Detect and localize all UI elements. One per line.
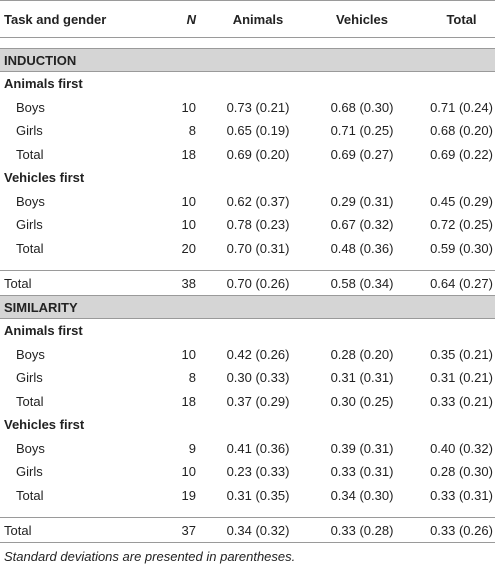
table-row <box>0 143 495 167</box>
header-n: N <box>144 1 206 38</box>
table-row <box>0 119 495 143</box>
row-label: Girls <box>16 123 43 139</box>
group-induction-vehicles-first <box>0 166 495 190</box>
cell-animals: 0.69 (0.20) <box>226 146 290 162</box>
cell-animals: 0.73 (0.21) <box>226 99 290 115</box>
cell-total: 0.69 (0.22) <box>430 146 493 162</box>
spacer-row <box>0 507 495 518</box>
similarity-total-row <box>0 518 495 543</box>
cell-total: 0.35 (0.21) <box>430 346 493 362</box>
table-row <box>0 190 495 214</box>
cell-animals: 0.37 (0.29) <box>226 393 290 409</box>
cell-animals: 0.70 (0.26) <box>206 271 310 296</box>
cell-vehicles: 0.31 (0.31) <box>330 370 394 386</box>
cell-total: 0.68 (0.20) <box>430 123 493 139</box>
cell-vehicles: 0.28 (0.20) <box>330 346 394 362</box>
cell-n: 37 <box>144 518 206 543</box>
row-label: Total <box>16 487 44 503</box>
footnote: Standard deviations are presented in parentheses. <box>4 548 296 564</box>
footnote-row <box>0 543 495 570</box>
cell-animals: 0.23 (0.33) <box>226 464 290 480</box>
table-row <box>0 366 495 390</box>
cell-vehicles: 0.33 (0.28) <box>310 518 414 543</box>
cell-n: 8 <box>188 370 196 386</box>
row-label: Girls <box>16 464 43 480</box>
row-label: Total <box>16 146 44 162</box>
row-label: Boys <box>16 99 45 115</box>
table-row <box>0 343 495 367</box>
cell-n: 8 <box>188 123 196 139</box>
table-row <box>0 460 495 484</box>
header-total: Total <box>414 1 495 38</box>
cell-vehicles: 0.30 (0.25) <box>330 393 394 409</box>
cell-n: 38 <box>144 271 206 296</box>
header-task-gender: Task and gender <box>0 1 144 38</box>
cell-n: 10 <box>181 464 196 480</box>
cell-total: 0.64 (0.27) <box>414 271 495 296</box>
cell-vehicles: 0.67 (0.32) <box>330 217 394 233</box>
cell-vehicles: 0.71 (0.25) <box>330 123 394 139</box>
header-animals: Animals <box>206 1 310 38</box>
row-label: Boys <box>16 346 45 362</box>
header-vehicles: Vehicles <box>310 1 414 38</box>
table-row <box>0 484 495 508</box>
cell-animals: 0.41 (0.36) <box>226 440 290 456</box>
cell-n: 18 <box>181 146 196 162</box>
spacer-row <box>0 260 495 271</box>
cell-animals: 0.31 (0.35) <box>226 487 290 503</box>
row-label: Girls <box>16 217 43 233</box>
row-label: Boys <box>16 193 45 209</box>
cell-n: 10 <box>181 99 196 115</box>
cell-vehicles: 0.69 (0.27) <box>330 146 394 162</box>
cell-animals: 0.65 (0.19) <box>226 123 290 139</box>
cell-vehicles: 0.34 (0.30) <box>330 487 394 503</box>
row-label: Total <box>16 393 44 409</box>
group-similarity-animals-first <box>0 319 495 343</box>
cell-total: 0.31 (0.21) <box>430 370 493 386</box>
row-label: Total <box>16 240 44 256</box>
section-title: INDUCTION <box>0 49 495 72</box>
cell-vehicles: 0.29 (0.31) <box>330 193 394 209</box>
table-row <box>0 237 495 261</box>
row-label: Total <box>0 271 144 296</box>
group-title: Vehicles first <box>4 417 85 433</box>
cell-total: 0.33 (0.21) <box>430 393 493 409</box>
cell-n: 10 <box>181 217 196 233</box>
cell-animals: 0.62 (0.37) <box>226 193 290 209</box>
cell-vehicles: 0.68 (0.30) <box>330 99 394 115</box>
spacer-row <box>0 38 495 49</box>
cell-total: 0.33 (0.26) <box>414 518 495 543</box>
table-row <box>0 96 495 120</box>
cell-animals: 0.42 (0.26) <box>226 346 290 362</box>
cell-vehicles: 0.39 (0.31) <box>330 440 394 456</box>
cell-n: 9 <box>188 440 196 456</box>
cell-total: 0.28 (0.30) <box>430 464 493 480</box>
cell-vehicles: 0.48 (0.36) <box>330 240 394 256</box>
cell-total: 0.45 (0.29) <box>430 193 493 209</box>
cell-vehicles: 0.58 (0.34) <box>310 271 414 296</box>
cell-n: 18 <box>181 393 196 409</box>
section-induction <box>0 49 495 72</box>
cell-animals: 0.34 (0.32) <box>206 518 310 543</box>
header-row <box>0 1 495 38</box>
cell-total: 0.71 (0.24) <box>430 99 493 115</box>
cell-animals: 0.30 (0.33) <box>226 370 290 386</box>
cell-total: 0.72 (0.25) <box>430 217 493 233</box>
cell-total: 0.59 (0.30) <box>430 240 493 256</box>
group-title: Animals first <box>4 76 83 92</box>
group-title: Animals first <box>4 323 83 339</box>
cell-vehicles: 0.33 (0.31) <box>330 464 394 480</box>
cell-n: 19 <box>181 487 196 503</box>
row-label: Boys <box>16 440 45 456</box>
cell-n: 10 <box>181 193 196 209</box>
table-row <box>0 390 495 414</box>
cell-animals: 0.70 (0.31) <box>226 240 290 256</box>
cell-animals: 0.78 (0.23) <box>226 217 290 233</box>
section-similarity <box>0 296 495 319</box>
group-induction-animals-first <box>0 72 495 96</box>
cell-total: 0.33 (0.31) <box>430 487 493 503</box>
row-label: Total <box>0 518 144 543</box>
cell-n: 20 <box>181 240 196 256</box>
group-title: Vehicles first <box>4 170 85 186</box>
induction-total-row <box>0 271 495 296</box>
table-row <box>0 213 495 237</box>
row-label: Girls <box>16 370 43 386</box>
section-title: SIMILARITY <box>0 296 495 319</box>
group-similarity-vehicles-first <box>0 413 495 437</box>
cell-total: 0.40 (0.32) <box>430 440 493 456</box>
table-row <box>0 437 495 461</box>
cell-n: 10 <box>181 346 196 362</box>
